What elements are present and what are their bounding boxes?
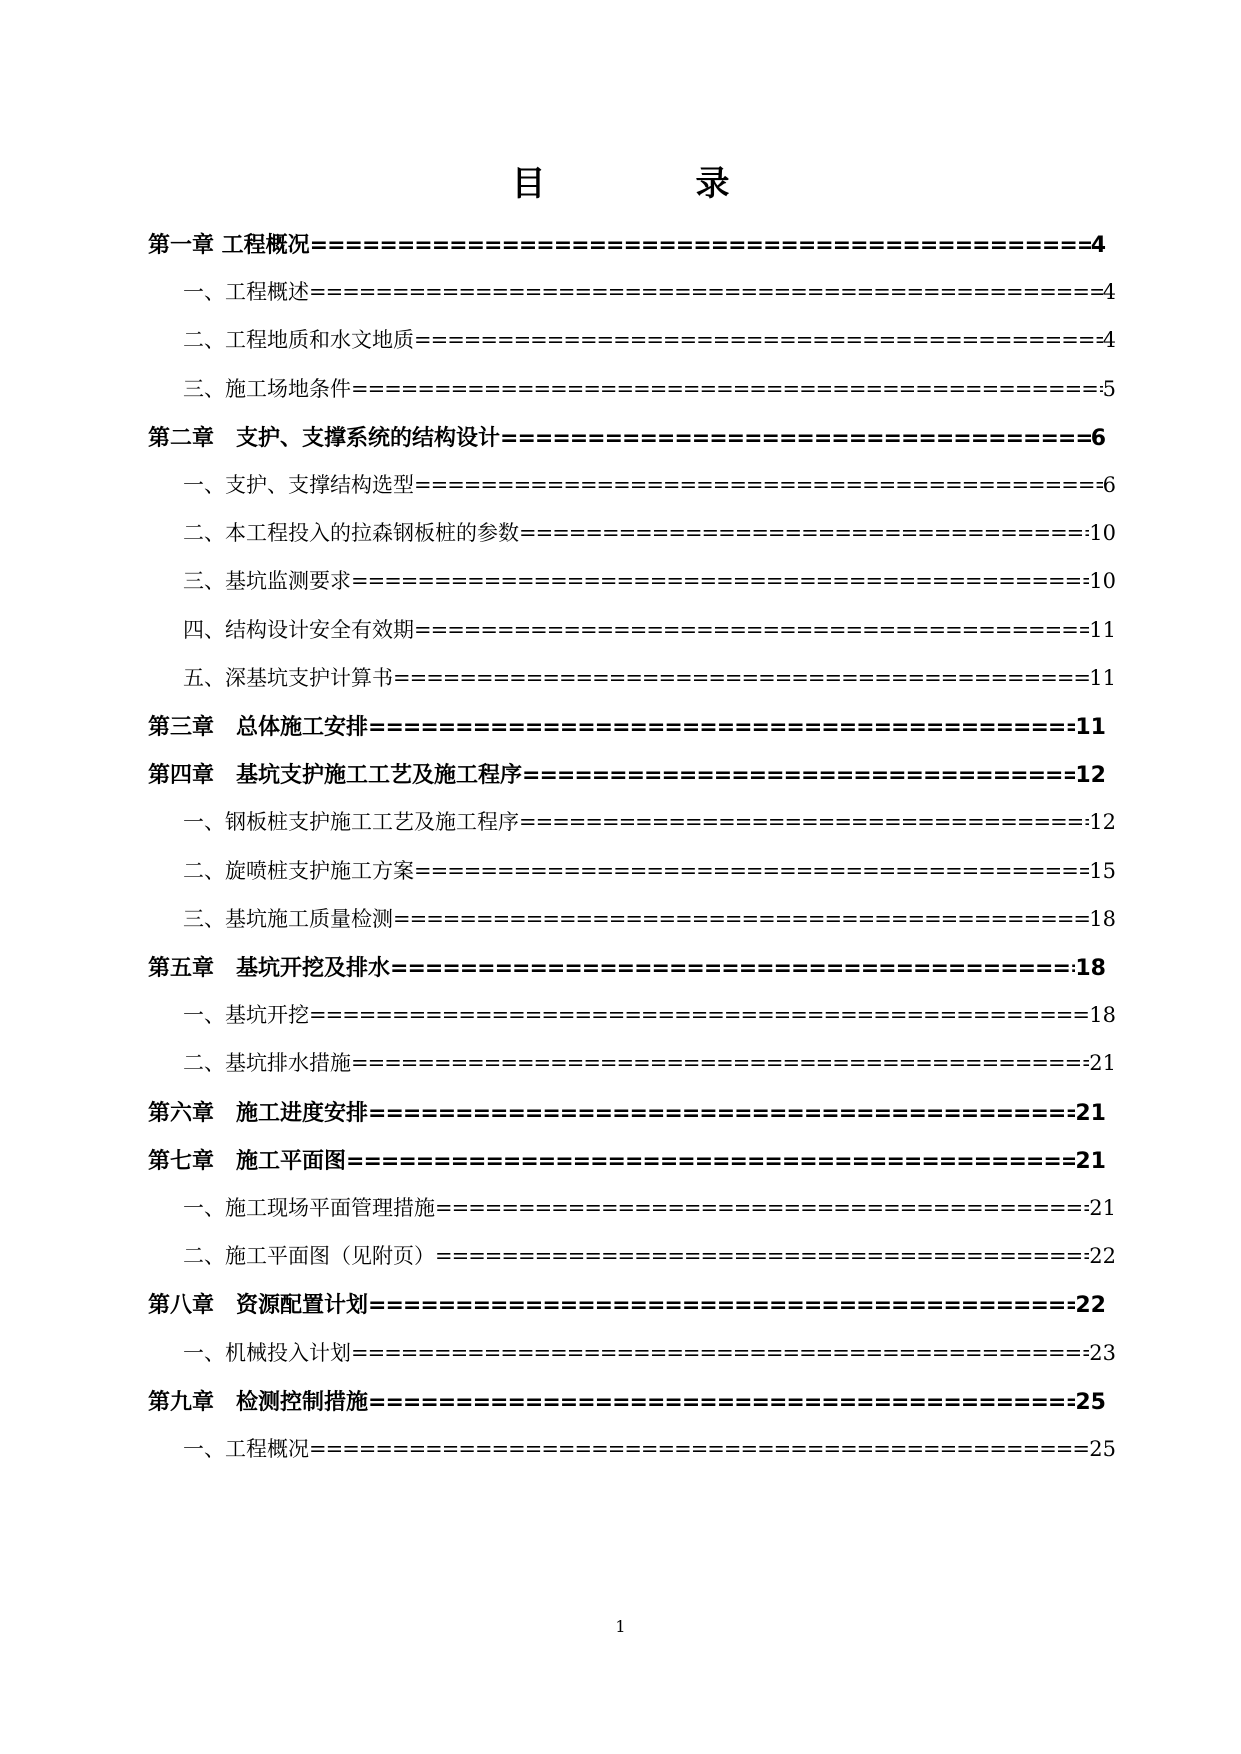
toc-section-entry — [183, 662, 1116, 692]
entry-page-number: 11 — [1089, 618, 1116, 642]
toc-section-entry — [183, 1047, 1116, 1077]
toc-chapter-entry — [148, 421, 1106, 452]
leader-line — [435, 1244, 1089, 1268]
entry-label: 二、基坑排水措施 — [183, 1051, 351, 1075]
toc-section-entry — [183, 806, 1116, 836]
toc-section-entry — [183, 999, 1116, 1029]
toc-chapter-entry — [148, 1385, 1106, 1416]
toc-chapter-entry — [148, 951, 1106, 982]
leader-line — [309, 1437, 1089, 1461]
toc-chapter-entry — [148, 1096, 1106, 1127]
leader-line — [519, 521, 1089, 545]
entry-label: 第二章 支护、支撑系统的结构设计 — [148, 426, 501, 451]
entry-label: 四、结构设计安全有效期 — [183, 618, 414, 642]
entry-page-number: 21 — [1075, 1149, 1106, 1174]
entry-page-number: 15 — [1089, 859, 1116, 883]
entry-label: 一、机械投入计划 — [183, 1341, 351, 1365]
toc-section-entry — [183, 614, 1116, 644]
toc-section-entry — [183, 469, 1116, 499]
leader-line — [393, 666, 1089, 690]
entry-page-number: 4 — [1102, 328, 1116, 352]
entry-page-number: 10 — [1089, 521, 1116, 545]
leader-line — [368, 715, 1075, 740]
leader-line — [368, 1293, 1075, 1318]
leader-line — [414, 473, 1103, 497]
entry-page-number: 25 — [1075, 1390, 1106, 1415]
entry-page-number: 21 — [1089, 1051, 1116, 1075]
toc-section-entry — [183, 903, 1116, 933]
toc-section-entry — [183, 1192, 1116, 1222]
leader-line — [309, 280, 1103, 304]
entry-label: 第五章 基坑开挖及排水 — [148, 956, 391, 981]
entry-label: 第三章 总体施工安排 — [148, 715, 369, 740]
toc-section-entry — [183, 373, 1116, 403]
entry-page-number: 10 — [1089, 569, 1116, 593]
entry-page-number: 11 — [1089, 666, 1116, 690]
toc-chapter-entry — [148, 1288, 1106, 1319]
entry-label: 第九章 检测控制措施 — [148, 1390, 369, 1415]
leader-line — [368, 1390, 1075, 1415]
toc-section-entry — [183, 324, 1116, 354]
toc-title: 目 录 — [511, 164, 788, 204]
toc-section-entry — [183, 1240, 1116, 1270]
entry-label: 二、旋喷桩支护施工方案 — [183, 859, 414, 883]
entry-page-number: 18 — [1075, 956, 1106, 981]
entry-label: 第四章 基坑支护施工工艺及施工程序 — [148, 763, 523, 788]
entry-label: 一、基坑开挖 — [183, 1003, 309, 1027]
entry-label: 三、基坑施工质量检测 — [183, 907, 393, 931]
toc-chapter-entry — [148, 228, 1106, 259]
entry-page-number: 12 — [1089, 810, 1116, 834]
leader-line — [519, 810, 1089, 834]
leader-line — [351, 1051, 1089, 1075]
leader-line — [435, 1196, 1089, 1220]
toc-chapter-entry — [148, 1144, 1106, 1175]
entry-label: 三、施工场地条件 — [183, 377, 351, 401]
entry-page-number: 21 — [1089, 1196, 1116, 1220]
leader-line — [351, 1341, 1089, 1365]
entry-label: 五、深基坑支护计算书 — [183, 666, 393, 690]
entry-page-number: 12 — [1075, 763, 1106, 788]
toc-section-entry — [183, 276, 1116, 306]
leader-line — [346, 1149, 1075, 1174]
entry-label: 三、基坑监测要求 — [183, 569, 351, 593]
entry-page-number: 21 — [1075, 1101, 1106, 1126]
entry-page-number: 22 — [1075, 1293, 1106, 1318]
leader-line — [390, 956, 1075, 981]
entry-page-number: 18 — [1089, 907, 1116, 931]
toc-section-entry — [183, 1337, 1116, 1367]
leader-line — [414, 328, 1103, 352]
leader-line — [310, 233, 1091, 258]
entry-page-number: 4 — [1090, 233, 1106, 258]
leader-line — [414, 859, 1089, 883]
leader-line — [351, 569, 1089, 593]
entry-page-number: 25 — [1089, 1437, 1116, 1461]
entry-page-number: 23 — [1089, 1341, 1116, 1365]
toc-section-entry — [183, 517, 1116, 547]
page-number: 1 — [615, 1617, 626, 1636]
entry-label: 一、施工现场平面管理措施 — [183, 1196, 435, 1220]
toc-section-entry — [183, 855, 1116, 885]
leader-line — [351, 377, 1103, 401]
entry-label: 二、工程地质和水文地质 — [183, 328, 414, 352]
entry-page-number: 4 — [1102, 280, 1116, 304]
toc-section-entry — [183, 565, 1116, 595]
entry-label: 一、工程概述 — [183, 280, 309, 304]
entry-page-number: 11 — [1075, 715, 1106, 740]
entry-label: 一、工程概况 — [183, 1437, 309, 1461]
entry-label: 第六章 施工进度安排 — [148, 1101, 369, 1126]
entry-label: 第八章 资源配置计划 — [148, 1293, 369, 1318]
entry-label: 第一章 工程概况 — [148, 233, 310, 258]
leader-line — [500, 426, 1091, 451]
leader-line — [414, 618, 1089, 642]
leader-line — [522, 763, 1075, 788]
entry-page-number: 6 — [1102, 473, 1116, 497]
entry-label: 一、支护、支撑结构选型 — [183, 473, 414, 497]
toc-section-entry — [183, 1433, 1116, 1463]
leader-line — [393, 907, 1089, 931]
entry-label: 二、施工平面图（见附页） — [183, 1244, 435, 1268]
toc-chapter-entry — [148, 710, 1106, 741]
entry-page-number: 18 — [1089, 1003, 1116, 1027]
entry-page-number: 5 — [1102, 377, 1116, 401]
entry-label: 二、本工程投入的拉森钢板桩的参数 — [183, 521, 519, 545]
entry-page-number: 6 — [1090, 426, 1106, 451]
leader-line — [309, 1003, 1089, 1027]
leader-line — [368, 1101, 1075, 1126]
entry-label: 第七章 施工平面图 — [148, 1149, 347, 1174]
entry-label: 一、钢板桩支护施工工艺及施工程序 — [183, 810, 519, 834]
toc-chapter-entry — [148, 758, 1106, 789]
entry-page-number: 22 — [1089, 1244, 1116, 1268]
